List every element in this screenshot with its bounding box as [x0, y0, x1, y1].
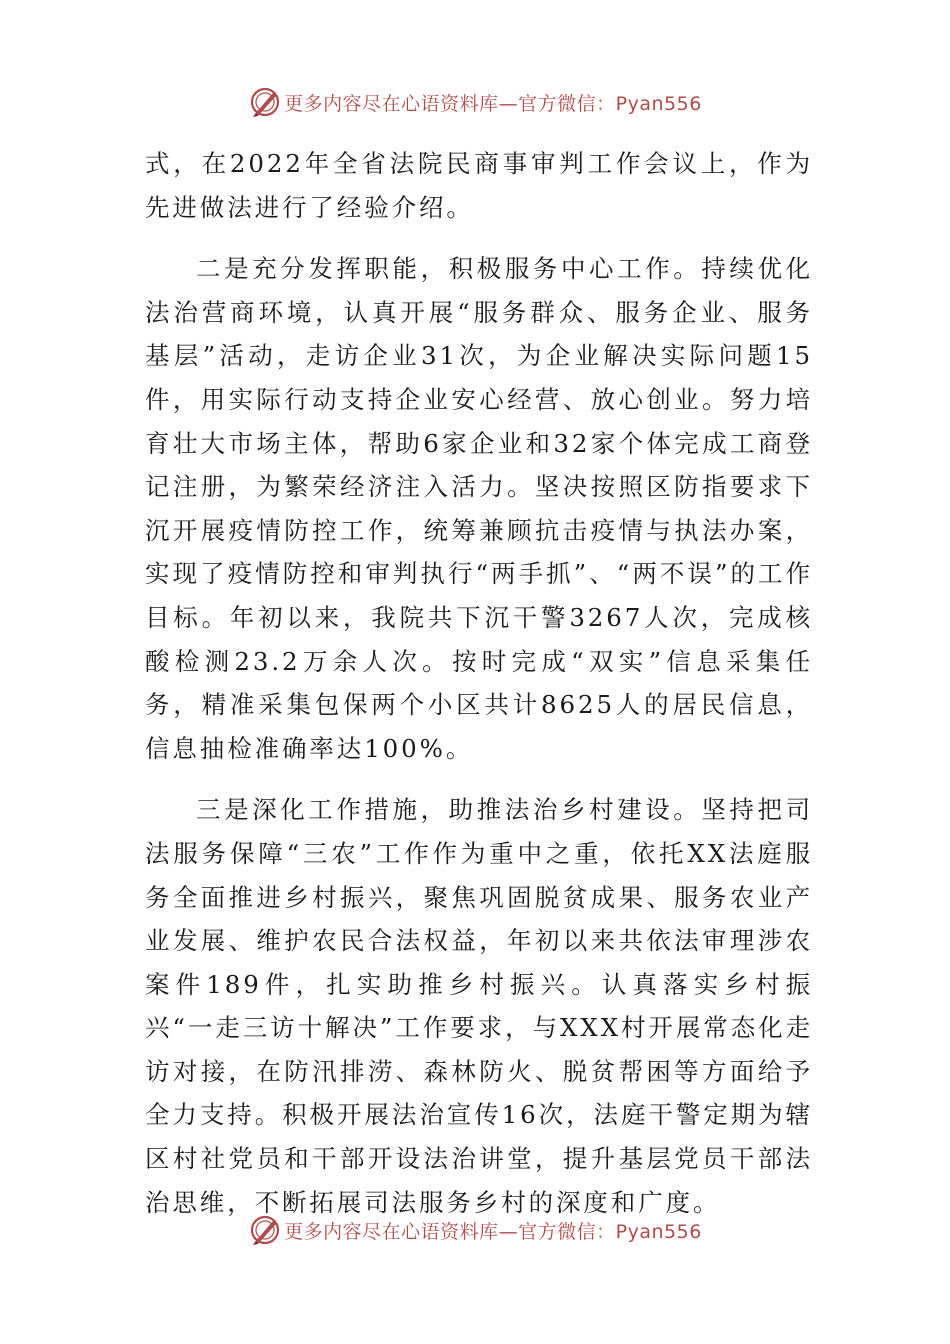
paragraph-continuation: 式，在2022年全省法院民商事审判工作会议上，作为先进做法进行了经验介绍。	[145, 149, 813, 222]
footer-banner-text: 更多内容尽在心语资料库—官方微信：Pyan556	[284, 1220, 702, 1243]
header-banner	[0, 82, 950, 122]
pen-seal-logo-icon	[248, 85, 282, 119]
header-banner-text: 更多内容尽在心语资料库—官方微信：Pyan556	[284, 92, 702, 115]
paragraph-service-work: 二是充分发挥职能，积极服务中心工作。持续优化法治营商环境，认真开展“服务群众、服务企业、服务基层”活动，走访企业31次，为企业解决实际问题15件，用实际行动支持企业安心经营、放心创业。努力培育壮大市场主体，帮助6家企业和32家个体完成工商登记注册，为繁荣经济注入活力。坚决按照区防指要求下沉开展疫情防控工作，统筹兼顾抗击疫情与执法办案，实现了疫情防控和审判执行“两手抓”、“两不误”的工作目标。年初以来，我院共下沉干警3267人次，完成核酸检测23.2万余人次。按时完成“双实”信息采集任务，精准采集包保两个小区共计8625人的居民信息，信息抽检准确率达100%。	[145, 254, 813, 763]
pen-seal-logo-icon	[248, 1213, 282, 1247]
document-body	[145, 142, 813, 1224]
footer-banner	[0, 1210, 950, 1250]
paragraph-rural-construction: 三是深化工作措施，助推法治乡村建设。坚持把司法服务保障“三农”工作作为重中之重，依托XX法庭服务全面推进乡村振兴，聚焦巩固脱贫成果、服务农业产业发展、维护农民合法权益，年初以来共依法审理涉农案件189件，扎实助推乡村振兴。认真落实乡村振兴“一走三访十解决”工作要求，与XXX村开展常态化走访对接，在防汛排涝、森林防火、脱贫帮困等方面给予全力支持。积极开展法治宣传16次，法庭干警定期为辖区村社党员和干部开设法治讲堂，提升基层党员干部法治思维，不断拓展司法服务乡村的深度和广度。	[145, 795, 813, 1217]
